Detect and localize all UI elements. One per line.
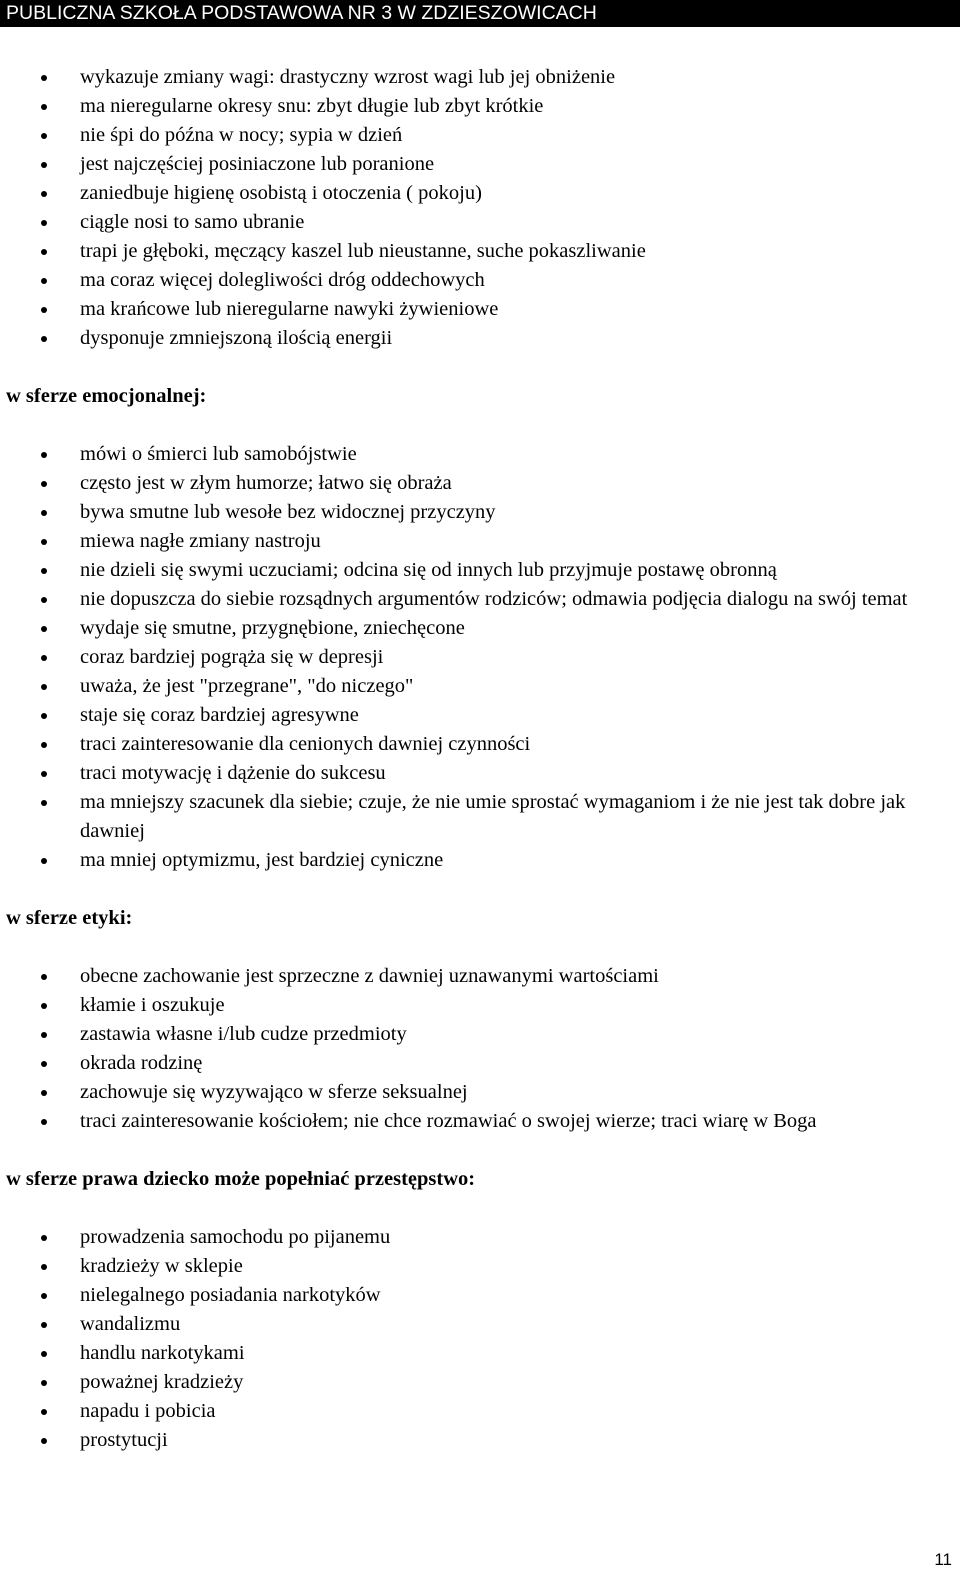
list-item: okrada rodzinę — [0, 1049, 960, 1078]
bullet-icon — [41, 452, 47, 458]
list-item: często jest w złym humorze; łatwo się obraża — [0, 469, 960, 498]
list-item: ma coraz więcej dolegliwości dróg oddechowych — [0, 266, 960, 295]
bullet-icon — [41, 1032, 47, 1038]
list-item: nie śpi do późna w nocy; sypia w dzień — [0, 121, 960, 150]
bullet-icon — [41, 1438, 47, 1444]
bullet-icon — [41, 1293, 47, 1299]
bullet-icon — [41, 742, 47, 748]
bullet-list-ethics — [0, 962, 960, 1136]
list-item: wydaje się smutne, przygnębione, zniechęcone — [0, 614, 960, 643]
list-item: trapi je głęboki, męczący kaszel lub nieustanne, suche pokaszliwanie — [0, 237, 960, 266]
bullet-icon — [41, 1409, 47, 1415]
list-item: prostytucji — [0, 1426, 960, 1455]
bullet-icon — [41, 684, 47, 690]
bullet-icon — [41, 191, 47, 197]
bullet-icon — [41, 249, 47, 255]
page-header: PUBLICZNA SZKOŁA PODSTAWOWA NR 3 W ZDZIESZOWICACH — [0, 0, 960, 27]
bullet-icon — [41, 1380, 47, 1386]
bullet-icon — [41, 597, 47, 603]
list-item: zaniedbuje higienę osobistą i otoczenia ( pokoju) — [0, 179, 960, 208]
list-item: traci zainteresowanie kościołem; nie chce rozmawiać o swojej wierze; traci wiarę w Boga — [0, 1107, 960, 1136]
bullet-icon — [41, 1235, 47, 1241]
list-item: wandalizmu — [0, 1310, 960, 1339]
list-item: kradzieży w sklepie — [0, 1252, 960, 1281]
bullet-icon — [41, 220, 47, 226]
list-item: wykazuje zmiany wagi: drastyczny wzrost wagi lub jej obniżenie — [0, 63, 960, 92]
list-item: zastawia własne i/lub cudze przedmioty — [0, 1020, 960, 1049]
list-item: kłamie i oszukuje — [0, 991, 960, 1020]
bullet-icon — [41, 1351, 47, 1357]
bullet-icon — [41, 133, 47, 139]
bullet-icon — [41, 278, 47, 284]
list-item: poważnej kradzieży — [0, 1368, 960, 1397]
bullet-icon — [41, 858, 47, 864]
list-item: nie dzieli się swymi uczuciami; odcina się od innych lub przyjmuje postawę obronną — [0, 556, 960, 585]
list-item: nie dopuszcza do siebie rozsądnych argumentów rodziców; odmawia podjęcia dialogu na swój temat — [0, 585, 960, 614]
list-item: staje się coraz bardziej agresywne — [0, 701, 960, 730]
bullet-icon — [41, 481, 47, 487]
section-heading-law: w sferze prawa dziecko może popełniać przestępstwo: — [6, 1168, 476, 1190]
list-item: handlu narkotykami — [0, 1339, 960, 1368]
bullet-list-physical — [0, 63, 960, 353]
list-item: uważa, że jest "przegrane", "do niczego" — [0, 672, 960, 701]
bullet-icon — [41, 1090, 47, 1096]
list-item: ma mniej optymizmu, jest bardziej cyniczne — [0, 846, 960, 875]
list-item: obecne zachowanie jest sprzeczne z dawniej uznawanymi wartościami — [0, 962, 960, 991]
list-item: nielegalnego posiadania narkotyków — [0, 1281, 960, 1310]
list-item: ma nieregularne okresy snu: zbyt długie lub zbyt krótkie — [0, 92, 960, 121]
bullet-icon — [41, 1264, 47, 1270]
document-body — [0, 63, 960, 1455]
list-item: mówi o śmierci lub samobójstwie — [0, 440, 960, 469]
list-item: jest najczęściej posiniaczone lub poranione — [0, 150, 960, 179]
section-heading-ethics: w sferze etyki: — [6, 907, 133, 929]
bullet-icon — [41, 568, 47, 574]
bullet-icon — [41, 162, 47, 168]
bullet-icon — [41, 800, 47, 806]
bullet-icon — [41, 1061, 47, 1067]
list-item: traci motywację i dążenie do sukcesu — [0, 759, 960, 788]
page-number: 11 — [934, 1550, 952, 1569]
list-item: zachowuje się wyzywająco w sferze seksualnej — [0, 1078, 960, 1107]
bullet-icon — [41, 307, 47, 313]
list-item: ma krańcowe lub nieregularne nawyki żywieniowe — [0, 295, 960, 324]
list-item: ma mniejszy szacunek dla siebie; czuje, że nie umie sprostać wymaganiom i że nie jest tak dobre jak dawniej — [0, 788, 960, 846]
bullet-icon — [41, 1119, 47, 1125]
bullet-icon — [41, 655, 47, 661]
bullet-icon — [41, 75, 47, 81]
bullet-icon — [41, 104, 47, 110]
bullet-icon — [41, 1322, 47, 1328]
bullet-icon — [41, 974, 47, 980]
list-item: miewa nagłe zmiany nastroju — [0, 527, 960, 556]
bullet-icon — [41, 771, 47, 777]
bullet-list-law — [0, 1223, 960, 1455]
bullet-icon — [41, 539, 47, 545]
list-item: coraz bardziej pogrąża się w depresji — [0, 643, 960, 672]
list-item: napadu i pobicia — [0, 1397, 960, 1426]
bullet-icon — [41, 510, 47, 516]
bullet-icon — [41, 336, 47, 342]
list-item: ciągle nosi to samo ubranie — [0, 208, 960, 237]
bullet-list-emotional — [0, 440, 960, 875]
list-item: traci zainteresowanie dla cenionych dawniej czynności — [0, 730, 960, 759]
section-heading-emotional: w sferze emocjonalnej: — [6, 385, 207, 407]
bullet-icon — [41, 1003, 47, 1009]
bullet-icon — [41, 713, 47, 719]
list-item: dysponuje zmniejszoną ilością energii — [0, 324, 960, 353]
list-item: prowadzenia samochodu po pijanemu — [0, 1223, 960, 1252]
bullet-icon — [41, 626, 47, 632]
list-item: bywa smutne lub wesołe bez widocznej przyczyny — [0, 498, 960, 527]
